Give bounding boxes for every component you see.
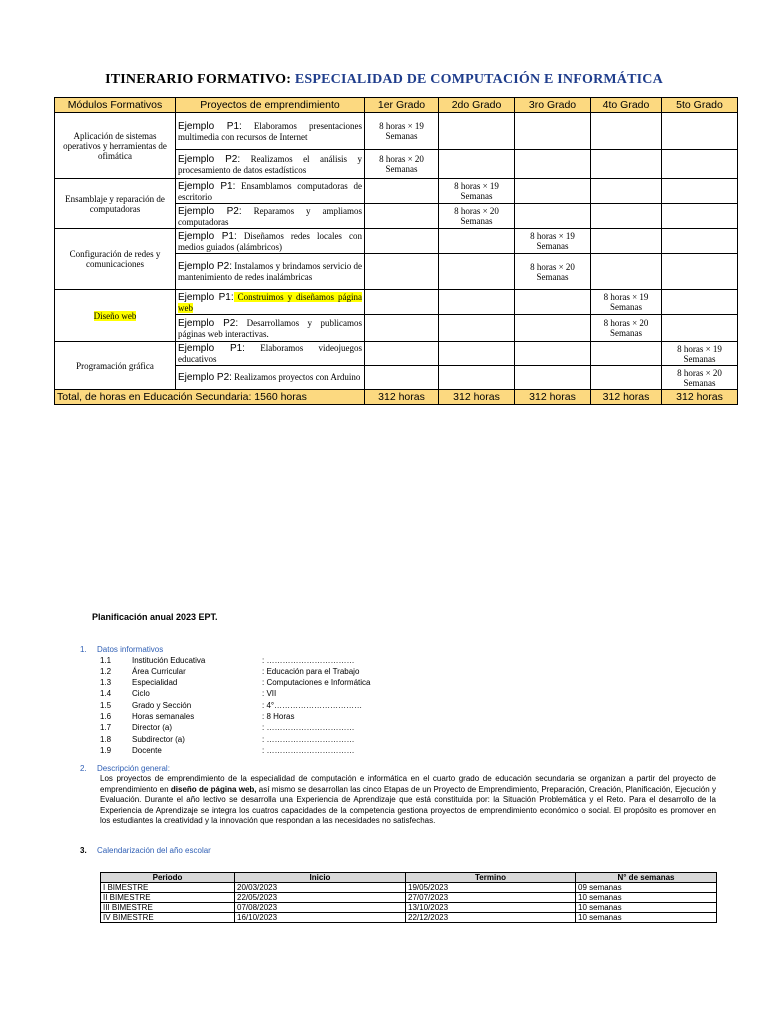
info-row: 1.5 Grado y Sección : 4°…………………………… [100,701,363,710]
hours-cell: 8 horas × 19 Semanas [515,229,591,254]
module-cell: Diseño web [55,290,176,342]
project-row [55,342,738,366]
section-1-heading: 1. Datos informativos [80,645,164,654]
total-grado-3: 312 horas [515,390,591,405]
total-row [55,390,738,405]
project-cell: Ejemplo P2: Realizamos proyectos con Arduino [176,366,365,390]
cal-header-termino: Termino [406,873,576,883]
hours-cell: 8 horas × 19 Semanas [439,179,515,204]
project-cell: Ejemplo P1: Elaboramos presentaciones multimedia con recursos de Internet [176,113,365,150]
project-row [55,179,738,204]
header-proyectos: Proyectos de emprendimiento [176,98,365,113]
hours-cell: 8 horas × 20 Semanas [439,204,515,229]
total-grado-1: 312 horas [365,390,439,405]
module-cell: Aplicación de sistemas operativos y herramientas de ofimática [55,113,176,179]
calendar-header-row [101,873,717,883]
info-row: 1.3 Especialidad : Computaciones e Informática [100,678,371,687]
header-grado-1: 1er Grado [365,98,439,113]
project-cell: Ejemplo P1: Construimos y diseñamos página web [176,290,365,315]
title-prefix: ITINERARIO FORMATIVO: [105,72,295,87]
cal-header-semanas: N° de semanas [576,873,717,883]
calendar-row: II BIMESTRE 22/05/2023 27/07/2023 10 semanas [101,893,717,903]
info-row: 1.4 Ciclo : VII [100,689,277,698]
calendar-row: IV BIMESTRE 16/10/2023 22/12/2023 10 semanas [101,913,717,923]
project-cell: Ejemplo P1: Elaboramos videojuegos educativos [176,342,365,366]
project-cell: Ejemplo P2: Desarrollamos y publicamos páginas web interactivas. [176,315,365,342]
hours-cell: 8 horas × 19 Semanas [662,342,738,366]
total-label: Total, de horas en Educación Secundaria: 1560 horas [55,390,365,405]
module-cell: Ensamblaje y reparación de computadoras [55,179,176,229]
project-cell: Ejemplo P2: Realizamos el análisis y procesamiento de datos estadísticos [176,150,365,179]
header-grado-5: 5to Grado [662,98,738,113]
project-cell: Ejemplo P1: Diseñamos redes locales con medios guiados (alámbricos) [176,229,365,254]
info-row: 1.6 Horas semanales : 8 Horas [100,712,295,721]
total-grado-2: 312 horas [439,390,515,405]
calendar-row: I BIMESTRE 20/03/2023 19/05/2023 09 semanas [101,883,717,893]
description-paragraph: Los proyectos de emprendimiento de la especialidad de computación e informática en el cuarto grado de educación secundaria se organizan a partir del proyecto de emprendimiento en diseño de página web, así mismo se desarrollan las cinco Etapas de un Proyecto de Emprendimiento, Preparación, Creación, Planificación, Ejecución y Evaluación. Durante el año lectivo se desarrolla una Experiencia de Aprendizaje que está constituida por: la Situación Problemática y el Reto. Para el desarrollo de la Experiencia de Aprendizaje se integra los cuatros capacidades de la competencia gestiona proyectos de emprendimiento económico o social. El propósito es promover en los estudiantes la creatividad y la innovación que respondan a las necesidades no satisfechas. [100,774,716,825]
header-grado-2: 2do Grado [439,98,515,113]
title-specialty: ESPECIALIDAD DE COMPUTACIÓN E INFORMÁTICA [294,72,663,87]
planning-title: Planificación anual 2023 EPT. [92,612,218,622]
hours-cell: 8 horas × 20 Semanas [591,315,662,342]
module-cell: Configuración de redes y comunicaciones [55,229,176,290]
cal-header-periodo: Periodo [101,873,235,883]
hours-cell: 8 horas × 20 Semanas [515,254,591,290]
project-cell: Ejemplo P2: Reparamos y ampliamos computadoras [176,204,365,229]
highlighted-text: Construimos y diseñamos página web [178,291,362,313]
project-row [55,229,738,254]
project-row [55,113,738,150]
info-row: 1.8 Subdirector (a) : …………………………… [100,735,355,744]
hours-cell: 8 horas × 20 Semanas [365,150,439,179]
total-grado-5: 312 horas [662,390,738,405]
header-grado-4: 4to Grado [591,98,662,113]
cal-header-inicio: Inicio [235,873,406,883]
section-2-heading: 2. Descripción general: [80,764,170,773]
itinerary-header-row [55,98,738,113]
info-row: 1.2 Área Curricular : Educación para el Trabajo [100,667,360,676]
header-modulos: Módulos Formativos [55,98,176,113]
itinerary-table [54,97,738,405]
hours-cell: 8 horas × 20 Semanas [662,366,738,390]
project-cell: Ejemplo P2: Instalamos y brindamos servicio de mantenimiento de redes inalámbricas [176,254,365,290]
module-cell: Programación gráfica [55,342,176,390]
calendar-row: III BIMESTRE 07/08/2023 13/10/2023 10 semanas [101,903,717,913]
info-row: 1.9 Docente : …………………………… [100,746,355,755]
total-grado-4: 312 horas [591,390,662,405]
section-3-heading: 3. Calendarización del año escolar [80,846,211,855]
project-row [55,290,738,315]
info-list [100,655,400,759]
header-grado-3: 3ro Grado [515,98,591,113]
info-row: 1.7 Director (a) : …………………………… [100,723,355,732]
info-row: 1.1 Institución Educativa : …………………………… [100,656,355,665]
hours-cell: 8 horas × 19 Semanas [365,113,439,150]
project-cell: Ejemplo P1: Ensamblamos computadoras de escritorio [176,179,365,204]
document-title [0,72,768,88]
calendar-table [100,872,717,923]
hours-cell: 8 horas × 19 Semanas [591,290,662,315]
